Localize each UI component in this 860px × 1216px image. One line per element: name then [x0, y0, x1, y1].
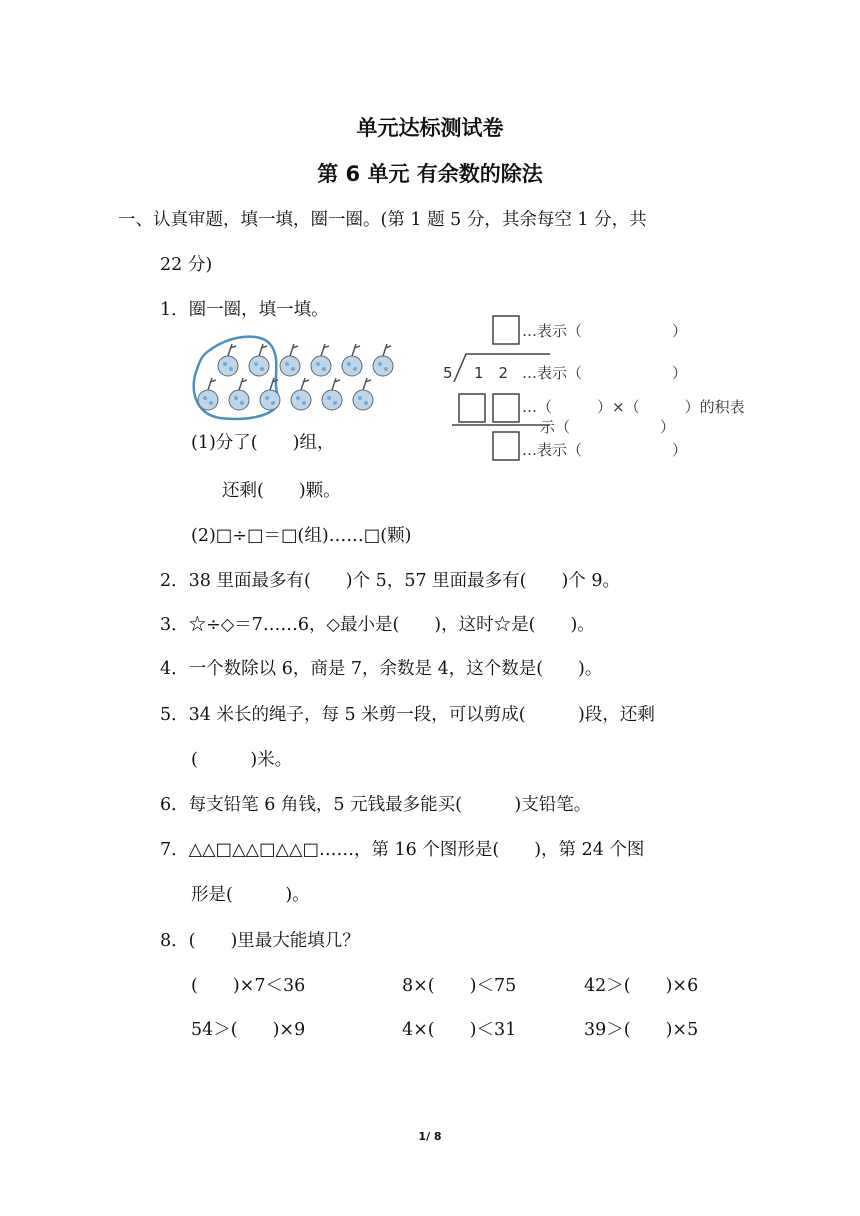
inequality-1: ( )×7＜36 — [191, 976, 306, 996]
diagram-row2-label: …表示（ ） — [522, 364, 688, 382]
question-6: 6．每支铅笔 6 角钱，5 元钱最多能买( )支铅笔。 — [160, 795, 592, 815]
fruit-icon — [280, 344, 300, 376]
page-title: 单元达标测试卷 — [356, 116, 504, 140]
fruit-icon — [322, 378, 342, 410]
fruit-icon — [353, 378, 373, 410]
fruit-icon — [198, 378, 218, 410]
section1-heading: 一、认真审题，填一填，圈一圈。(第 1 题 5 分，其余每空 1 分，共 — [118, 210, 647, 230]
fruit-icon — [249, 344, 269, 376]
inequality-3: 42＞( )×6 — [584, 976, 699, 996]
diagram-row3-label-cont: 示（ ） — [540, 418, 676, 436]
dividend: 1 2 — [474, 364, 509, 382]
fruit-icon — [311, 344, 331, 376]
remainder-box — [493, 432, 519, 460]
inequality-6: 39＞( )×5 — [584, 1020, 699, 1040]
inequality-2: 8×( )＜75 — [402, 976, 517, 996]
product-box-2 — [493, 394, 519, 422]
product-box-1 — [459, 394, 485, 422]
fruit-icons — [198, 344, 393, 410]
long-division-diagram — [440, 312, 750, 467]
question-5-cont: ( )米。 — [191, 750, 293, 770]
inequality-5: 4×( )＜31 — [402, 1020, 517, 1040]
fruit-icon — [229, 378, 249, 410]
quotient-box — [493, 316, 519, 344]
diagram-row3-label: …（ ）×（ ）的积表 — [522, 398, 745, 416]
q1-part2-equation: (2)□÷□＝□(组)……□(颗) — [191, 526, 412, 546]
question-7: 7．△△□△△□△△□……，第 16 个图形是( )，第 24 个图 — [160, 840, 645, 860]
fruit-icon — [218, 344, 238, 376]
question-5: 5．34 米长的绳子，每 5 米剪一段，可以剪成( )段，还剩 — [160, 705, 655, 725]
fruit-group-figure — [190, 330, 415, 425]
diagram-row4-label: …表示（ ） — [522, 441, 688, 459]
page-subtitle: 第 6 单元 有余数的除法 — [317, 162, 543, 186]
question-8: 8．( )里最大能填几？ — [160, 931, 360, 951]
question-2: 2．38 里面最多有( )个 5，57 里面最多有( )个 9。 — [160, 571, 620, 591]
divisor: 5 — [443, 364, 453, 382]
q1-part1-remainder: 还剩( )颗。 — [222, 481, 341, 501]
inequality-4: 54＞( )×9 — [191, 1020, 306, 1040]
question-1: 1．圈一圈，填一填。 — [160, 300, 329, 320]
section1-heading-cont: 22 分) — [160, 255, 213, 275]
question-7-cont: 形是( )。 — [191, 885, 310, 905]
question-3: 3．☆÷◇＝7……6，◇最小是( )，这时☆是( )。 — [160, 615, 595, 635]
fruit-icon — [342, 344, 362, 376]
question-4: 4．一个数除以 6，商是 7，余数是 4，这个数是( )。 — [160, 659, 603, 679]
fruit-icon — [373, 344, 393, 376]
fruit-icon — [291, 378, 311, 410]
diagram-row1-label: …表示（ ） — [522, 322, 688, 340]
q1-part1-groups: (1)分了( )组， — [191, 433, 335, 453]
page-number: 1/ 8 — [418, 1130, 442, 1143]
